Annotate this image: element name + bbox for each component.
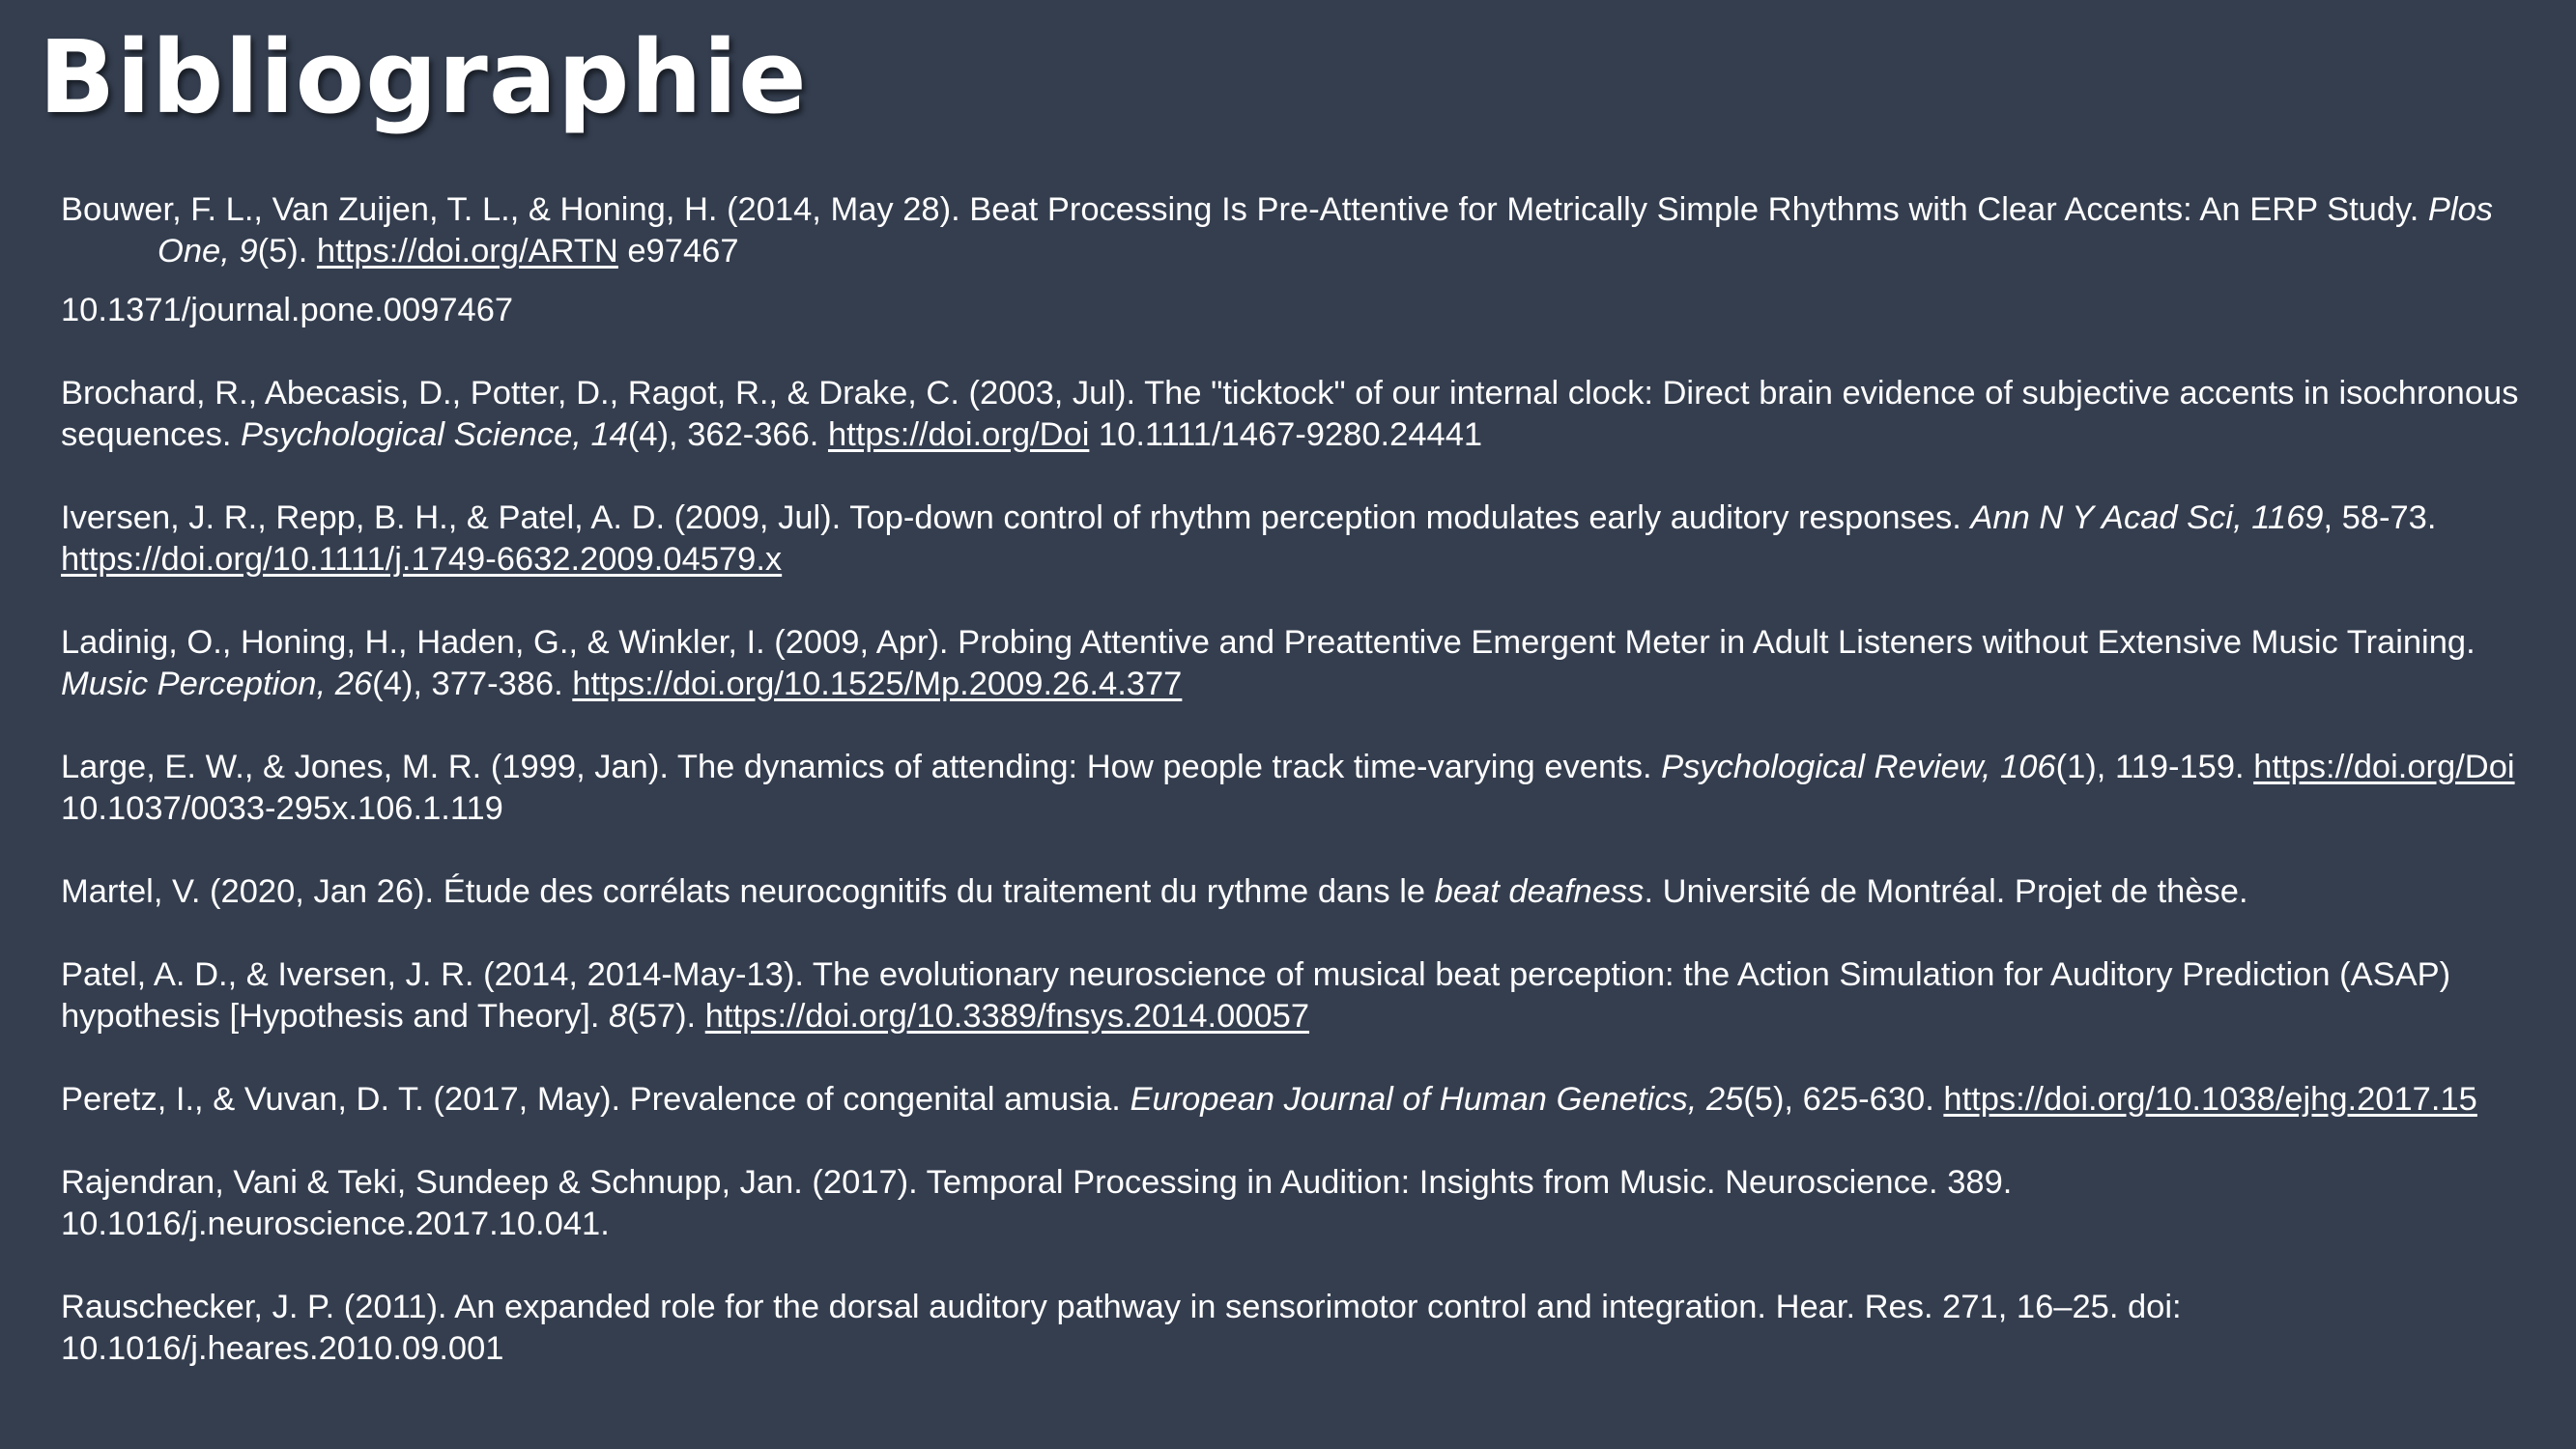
reference-item-bouwer-doi bbox=[61, 290, 2534, 331]
reference-text: Rauschecker, J. P. (2011). An expanded role for the dorsal auditory pathway in sensorimotor control and integration. Hear. Res. 271, 16–25. doi: 10.1016/j.heares.2010.09.001 bbox=[61, 1289, 2182, 1367]
journal-name: European Journal of Human Genetics, 25 bbox=[1130, 1081, 1744, 1118]
journal-name: Ann N Y Acad Sci, 1169 bbox=[1970, 499, 2324, 536]
doi-link[interactable]: https://doi.org/10.3389/fnsys.2014.00057 bbox=[704, 998, 1310, 1035]
reference-text: 10.1111/1467-9280.24441 bbox=[1089, 416, 1483, 453]
reference-item-rajendran bbox=[61, 1162, 2534, 1245]
reference-text: Brochard, R., Abecasis, D., Potter, D., Ragot, R., & Drake, C. (2003, Jul). The "ticktock" of our internal clock: Direct brain evidence of subjective accents in isochronous sequences. bbox=[61, 375, 2519, 453]
doi-link[interactable]: https://doi.org/10.1525/Mp.2009.26.4.377 bbox=[572, 666, 1183, 702]
journal-name: Psychological Science, 14 bbox=[241, 416, 628, 453]
reference-text: 10.1037/0033-295x.106.1.119 bbox=[61, 790, 503, 827]
reference-text: (4), 377-386. bbox=[372, 666, 573, 702]
reference-text: (5), 625-630. bbox=[1743, 1081, 1944, 1118]
reference-text: Bouwer, F. L., Van Zuijen, T. L., & Honing, H. (2014, May 28). Beat Processing Is Pre-Attentive for Metrically Simple Rhythms with Clear Accents: An ERP Study. bbox=[61, 191, 2428, 228]
reference-text: 10.1371/journal.pone.0097467 bbox=[61, 292, 514, 328]
reference-item-bouwer bbox=[61, 189, 2534, 272]
journal-name: beat deafness bbox=[1434, 873, 1645, 910]
reference-text: Large, E. W., & Jones, M. R. (1999, Jan). The dynamics of attending: How people track time-varying events. bbox=[61, 749, 1662, 785]
reference-item-ladinig bbox=[61, 622, 2534, 705]
reference-item-martel bbox=[61, 871, 2534, 913]
reference-text: Peretz, I., & Vuvan, D. T. (2017, May). Prevalence of congenital amusia. bbox=[61, 1081, 1131, 1118]
reference-list bbox=[61, 189, 2534, 1370]
reference-item-peretz bbox=[61, 1079, 2534, 1121]
journal-volume: 9 bbox=[239, 233, 258, 270]
journal-name: Psychological Review, 106 bbox=[1661, 749, 2056, 785]
reference-item-rauschecker bbox=[61, 1287, 2534, 1370]
reference-text: (1), 119-159. bbox=[2055, 749, 2254, 785]
journal-volume: 8 bbox=[609, 998, 628, 1035]
doi-link[interactable]: https://doi.org/ARTN bbox=[316, 233, 618, 270]
reference-text: (57). bbox=[627, 998, 705, 1035]
reference-item-patel bbox=[61, 954, 2534, 1037]
reference-text: Martel, V. (2020, Jan 26). Étude des corrélats neurocognitifs du traitement du rythme dans le bbox=[61, 873, 1435, 910]
reference-text: e97467 bbox=[617, 233, 739, 270]
reference-text: Patel, A. D., & Iversen, J. R. (2014, 2014-May-13). The evolutionary neuroscience of musical beat perception: the Action Simulation for Auditory Prediction (ASAP) hypothesis [Hypothesis and Theory]. bbox=[61, 956, 2451, 1035]
doi-link[interactable]: https://doi.org/Doi bbox=[2253, 749, 2515, 785]
reference-text: . Université de Montréal. Projet de thèse. bbox=[1644, 873, 2248, 910]
reference-text: Iversen, J. R., Repp, B. H., & Patel, A. D. (2009, Jul). Top-down control of rhythm perception modulates early auditory responses. bbox=[61, 499, 1971, 536]
doi-link[interactable]: https://doi.org/Doi bbox=[827, 416, 1090, 453]
reference-item-large bbox=[61, 747, 2534, 830]
reference-text: (5). bbox=[257, 233, 317, 270]
reference-item-iversen bbox=[61, 497, 2534, 581]
page-title: Bibliographie bbox=[39, 18, 808, 136]
reference-text: (4), 362-366. bbox=[627, 416, 828, 453]
reference-text: , 58-73. bbox=[2323, 499, 2437, 536]
reference-item-brochard bbox=[61, 373, 2534, 456]
doi-link[interactable]: https://doi.org/10.1111/j.1749-6632.2009.04579.x bbox=[61, 541, 783, 578]
doi-link[interactable]: https://doi.org/10.1038/ejhg.2017.15 bbox=[1943, 1081, 2477, 1118]
reference-text: Rajendran, Vani & Teki, Sundeep & Schnupp, Jan. (2017). Temporal Processing in Audition: Insights from Music. Neuroscience. 389. 10.1016/j.neuroscience.2017.10.041. bbox=[61, 1164, 2013, 1242]
journal-name: Music Perception, 26 bbox=[61, 666, 373, 702]
journal-name: Plos One, bbox=[157, 191, 2494, 270]
reference-text: Ladinig, O., Honing, H., Haden, G., & Winkler, I. (2009, Apr). Probing Attentive and Preattentive Emergent Meter in Adult Listeners without Extensive Music Training. bbox=[61, 624, 2476, 661]
